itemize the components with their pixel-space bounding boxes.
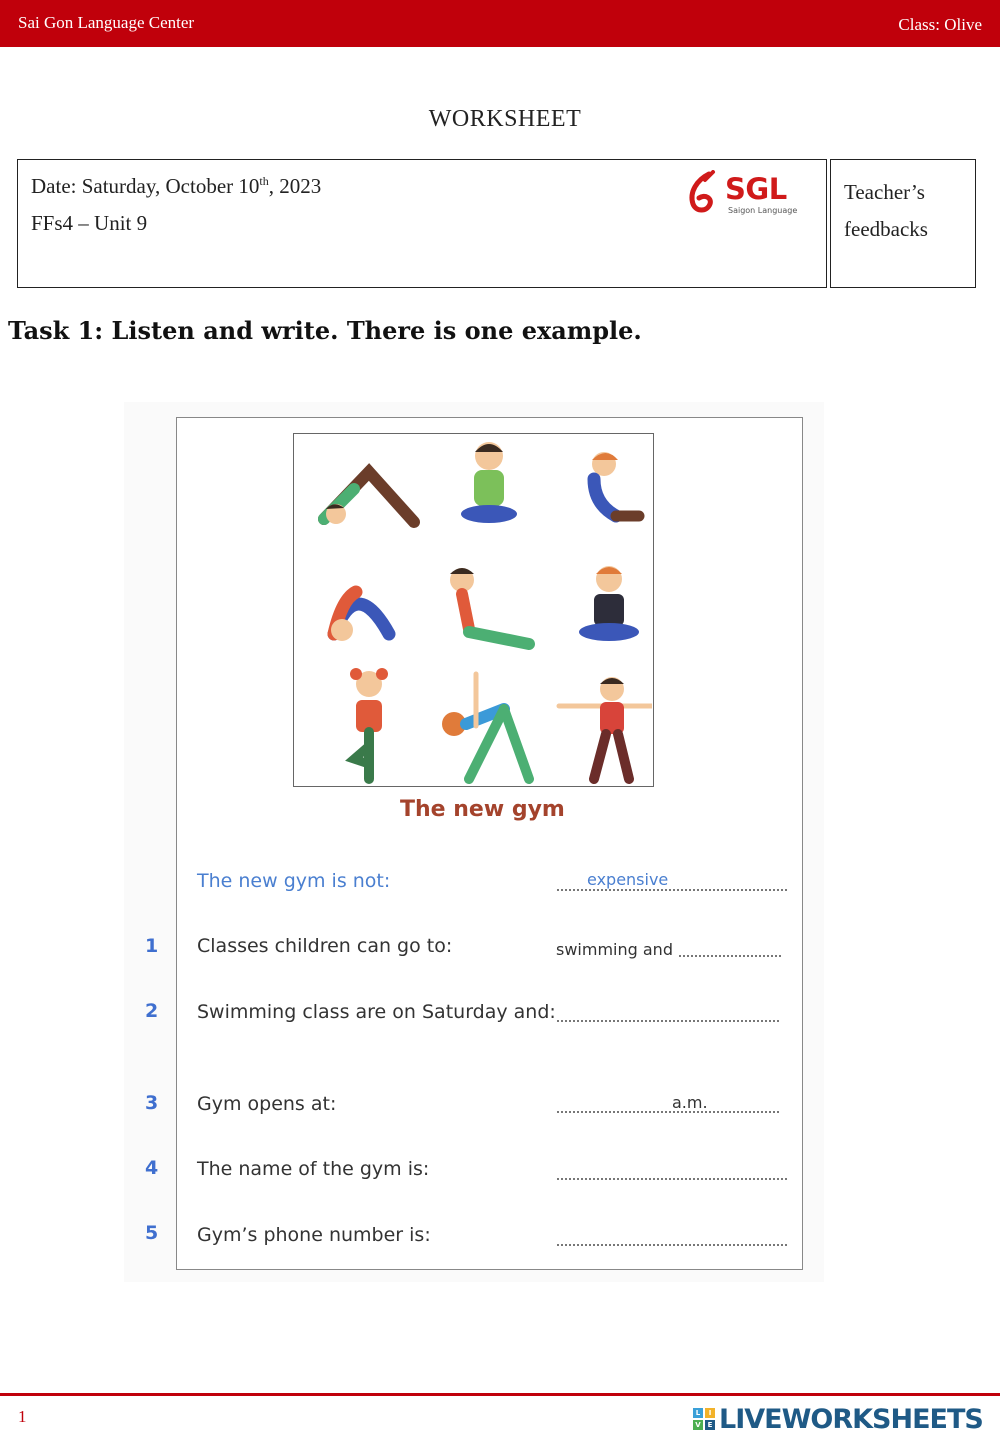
bridge-girl xyxy=(331,592,389,641)
question-prefill-3: a.m. xyxy=(672,1093,708,1112)
sgl-logo xyxy=(683,170,803,220)
sgl-swirl-icon xyxy=(683,170,723,218)
grid-cell: E xyxy=(705,1420,715,1430)
date-text: Date: Saturday, October 10 xyxy=(31,174,260,198)
question-label-1: Classes children can go to: xyxy=(197,935,453,957)
footer-rule xyxy=(0,1393,1000,1396)
grid-cell: I xyxy=(705,1408,715,1418)
example-label: The new gym is not: xyxy=(197,870,391,892)
yoga-children-illustration xyxy=(294,434,652,785)
grid-cell: L xyxy=(693,1408,703,1418)
header-bar xyxy=(0,0,1000,47)
answer-field-4[interactable] xyxy=(557,1177,787,1180)
answer-field-1[interactable] xyxy=(679,954,781,957)
example-answer: expensive xyxy=(587,870,669,889)
logo-subtext: Saigon Language xyxy=(728,206,798,215)
question-label-5: Gym’s phone number is: xyxy=(197,1224,431,1246)
liveworksheets-text: LIVEWORKSHEETS xyxy=(719,1404,983,1435)
liveworksheets-grid-icon xyxy=(693,1408,715,1430)
answer-field-3[interactable] xyxy=(557,1110,779,1113)
cobra-girl xyxy=(592,452,639,516)
question-prefill-1: swimming and xyxy=(556,940,673,959)
tree-pose-girl xyxy=(350,668,388,779)
warrior-girl xyxy=(559,677,652,779)
question-number-2: 2 xyxy=(145,1000,159,1022)
worksheet-title: WORKSHEET xyxy=(428,106,582,132)
answer-field-2[interactable] xyxy=(557,1019,779,1022)
class-label: Class: Olive xyxy=(898,15,982,34)
date-year: , 2023 xyxy=(268,174,322,198)
grid-cell: V xyxy=(693,1420,703,1430)
question-label-4: The name of the gym is: xyxy=(197,1158,430,1180)
logo-text: SGL xyxy=(725,172,787,206)
page-number: 1 xyxy=(18,1407,27,1426)
org-name: Sai Gon Language Center xyxy=(18,13,195,32)
question-number-4: 4 xyxy=(145,1157,159,1179)
date-line xyxy=(31,174,321,199)
question-label-3: Gym opens at: xyxy=(197,1093,337,1115)
info-box xyxy=(17,159,827,288)
feedback-box xyxy=(830,159,976,288)
question-label-2: Swimming class are on Saturday and: xyxy=(197,1001,556,1023)
question-number-3: 3 xyxy=(145,1092,159,1114)
yoga-picture xyxy=(293,433,654,787)
date-sup: th xyxy=(259,174,269,188)
question-number-1: 1 xyxy=(145,935,159,957)
lotus-boy xyxy=(461,442,517,523)
feedback-label: Teacher’s feedbacks xyxy=(844,180,928,241)
meditating-boy xyxy=(579,566,639,641)
question-number-5: 5 xyxy=(145,1222,159,1244)
task-heading: Task 1: Listen and write. There is one example. xyxy=(8,316,642,345)
picture-title: The new gym xyxy=(400,797,565,822)
unit-line: FFs4 – Unit 9 xyxy=(31,211,148,235)
answer-field-5[interactable] xyxy=(557,1243,787,1246)
triangle-pose-boy xyxy=(442,674,529,779)
upward-dog-boy xyxy=(450,568,529,644)
downward-dog-kid xyxy=(324,472,414,524)
